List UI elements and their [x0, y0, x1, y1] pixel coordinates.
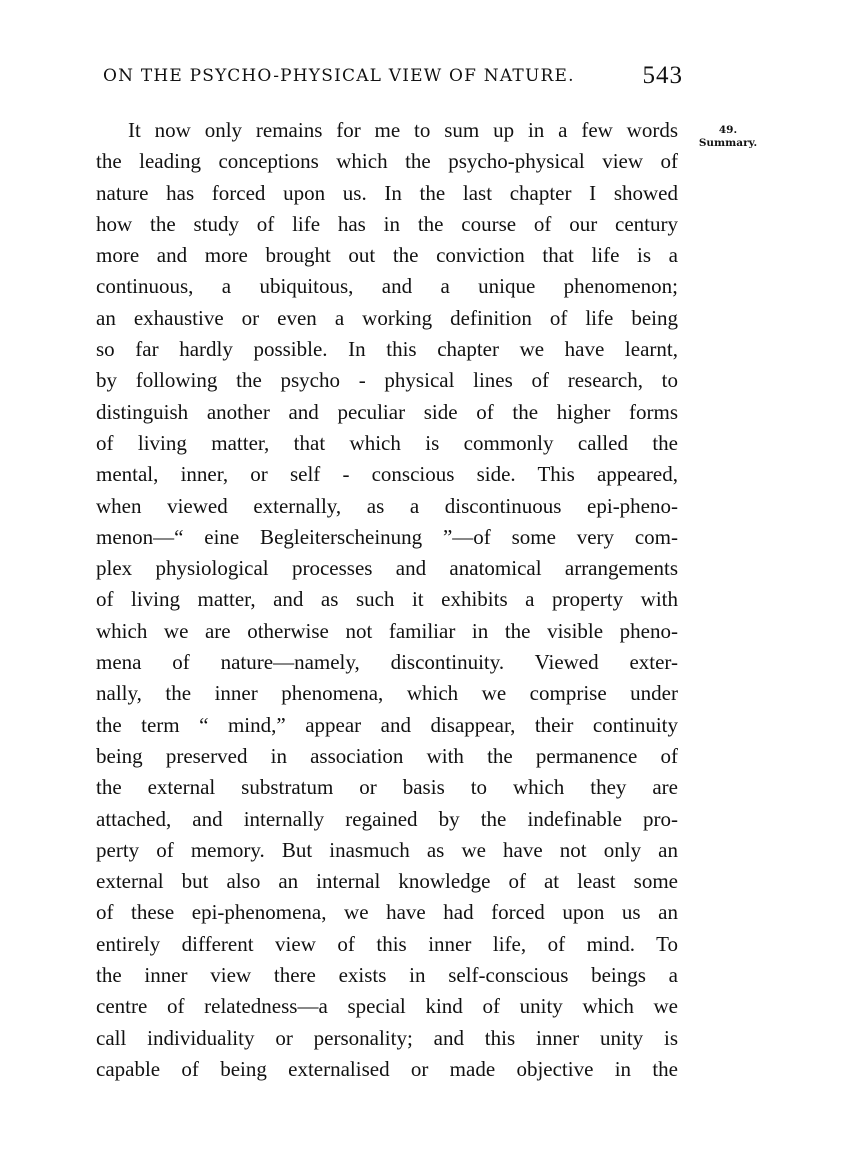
- running-head: [103, 62, 683, 92]
- text-line: nature has forced upon us. In the last chapter I showed: [96, 180, 678, 205]
- text-line: perty of memory. But inasmuch as we have not only an: [96, 837, 678, 862]
- text-line: of living matter, and as such it exhibits a property with: [96, 587, 678, 612]
- text-line: nally, the inner phenomena, which we comprise under: [96, 681, 678, 706]
- text-line: of living matter, that which is commonly called the: [96, 430, 678, 455]
- running-title: ON THE PSYCHO-PHYSICAL VIEW OF NATURE.: [103, 66, 575, 86]
- text-line: of these epi-phenomena, we have had forced upon us an: [96, 900, 678, 925]
- text-line: how the study of life has in the course of our century: [96, 211, 678, 236]
- text-line: being preserved in association with the permanence of: [96, 743, 678, 768]
- text-line: which we are otherwise not familiar in the visible pheno-: [96, 618, 678, 643]
- body-text: [96, 115, 678, 1085]
- text-line: call individuality or personality; and this inner unity is: [96, 1025, 678, 1050]
- text-line: centre of relatedness—a special kind of unity which we: [96, 994, 678, 1019]
- text-line: more and more brought out the conviction that life is a: [96, 243, 678, 268]
- page-number: 543: [642, 62, 683, 89]
- text-line: capable of being externalised or made objective in the: [96, 1056, 678, 1081]
- text-line: mena of nature—namely, discontinuity. Viewed exter-: [96, 650, 678, 675]
- text-line: the term “ mind,” appear and disappear, their continuity: [96, 712, 678, 737]
- text-line: attached, and internally regained by the indefinable pro-: [96, 806, 678, 831]
- text-line: entirely different view of this inner life, of mind. To: [96, 931, 678, 956]
- text-line: plex physiological processes and anatomical arrangements: [96, 556, 678, 581]
- margin-note: [688, 124, 768, 150]
- text-line: so far hardly possible. In this chapter we have learnt,: [96, 337, 678, 362]
- text-line: an exhaustive or even a working definition of life being: [96, 305, 678, 330]
- text-line: mental, inner, or self - conscious side. This appeared,: [96, 462, 678, 487]
- text-line: the inner view there exists in self-conscious beings a: [96, 963, 678, 988]
- text-line: the external substratum or basis to which they are: [96, 775, 678, 800]
- text-line: menon—“ eine Begleiterscheinung ”—of some very com-: [96, 524, 678, 549]
- text-line: the leading conceptions which the psycho-physical view of: [96, 149, 678, 174]
- text-line: by following the psycho - physical lines of research, to: [96, 368, 678, 393]
- text-line: when viewed externally, as a discontinuous epi-pheno-: [96, 493, 678, 518]
- margin-note-number: 49.: [718, 124, 738, 136]
- text-line: continuous, a ubiquitous, and a unique phenomenon;: [96, 274, 678, 299]
- text-line: It now only remains for me to sum up in a few words: [128, 118, 678, 142]
- text-line: external but also an internal knowledge of at least some: [96, 869, 678, 894]
- text-line: distinguish another and peculiar side of the higher forms: [96, 399, 678, 424]
- margin-note-label: Summary.: [698, 137, 758, 149]
